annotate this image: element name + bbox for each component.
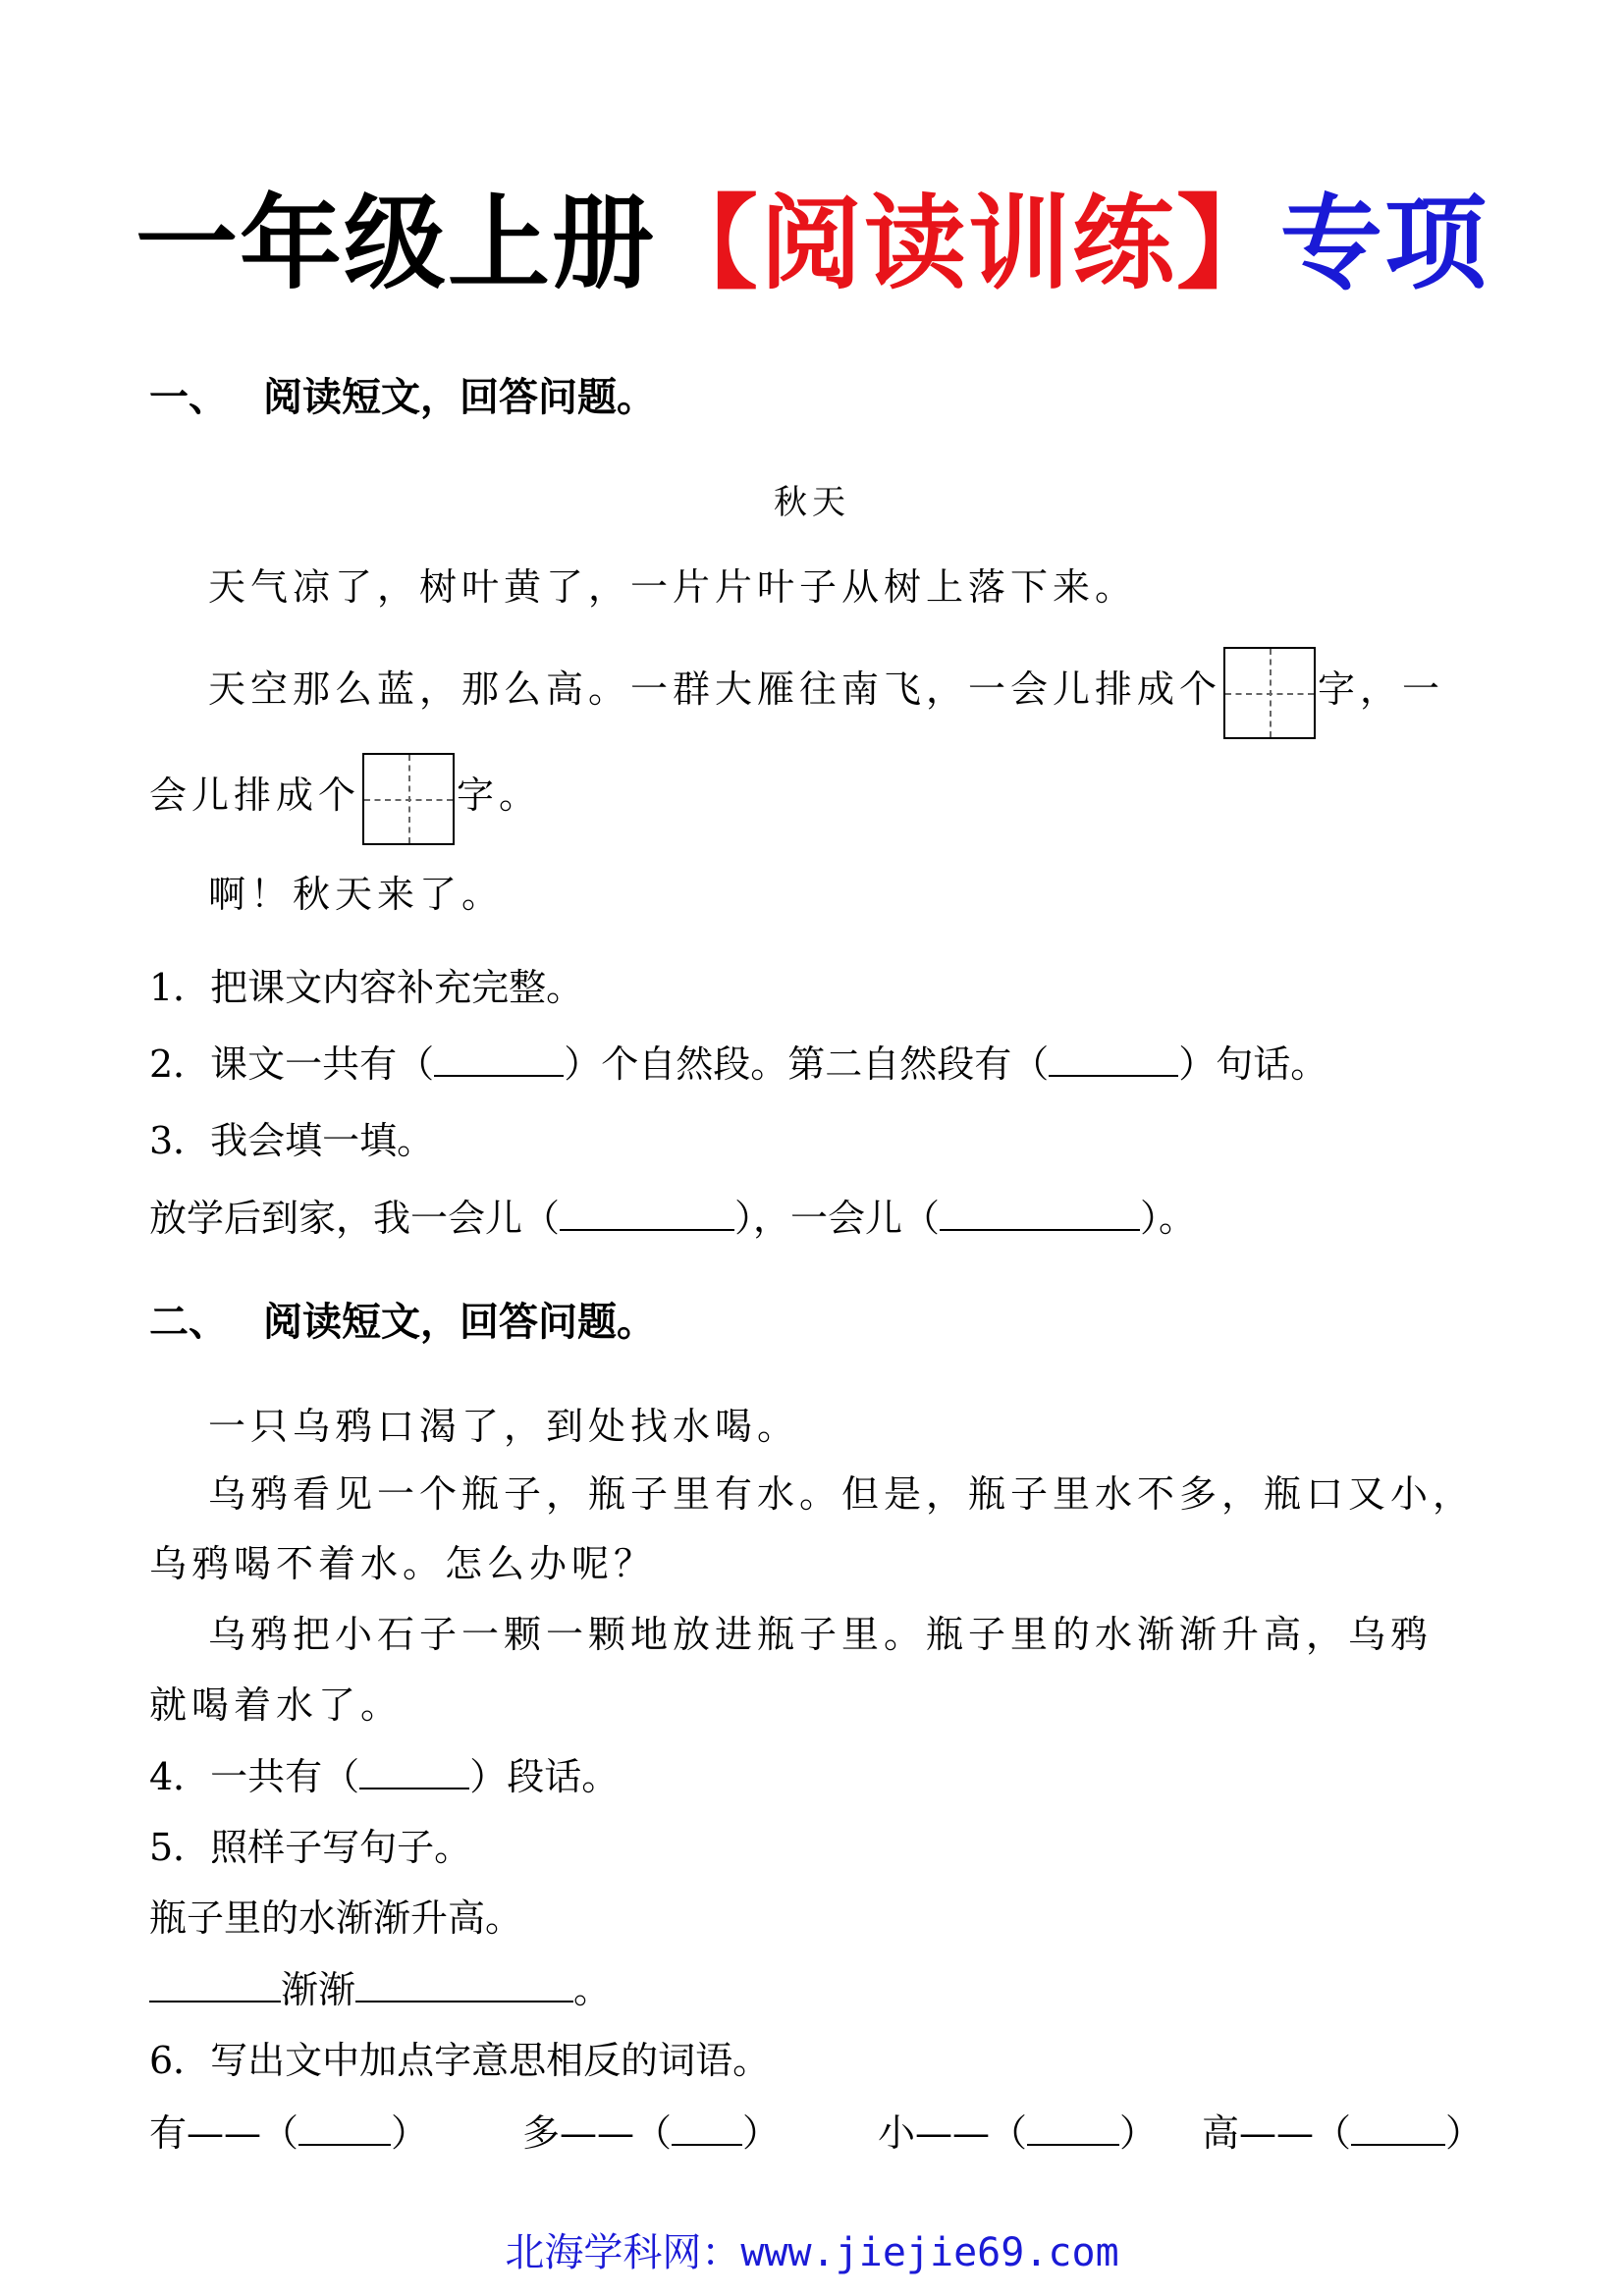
section-heading-1 — [149, 373, 656, 422]
question-3-sentence: 放学后到家，我一会儿（ ），一会儿（ ）。 — [149, 1197, 1197, 1240]
story-title: 秋天 — [774, 483, 850, 522]
footer-site-name: 北海学科网： — [505, 2230, 741, 2275]
story2-paragraph-3-line2: 就喝着水了。 — [149, 1683, 404, 1727]
story2-paragraph-3-line1: 乌鸦把小石子一颗一颗地放进瓶子里。瓶子里的水渐渐升高，乌鸦 — [208, 1613, 1434, 1656]
answer-blank[interactable] — [560, 1196, 734, 1231]
story-paragraph-3: 啊！秋天来了。 — [208, 873, 505, 916]
answer-blank[interactable] — [359, 1754, 469, 1789]
answer-blank[interactable] — [940, 1196, 1140, 1231]
story2-paragraph-2-line2: 乌鸦喝不着水。怎么办呢？ — [149, 1542, 657, 1585]
section-heading-2 — [149, 1298, 656, 1347]
tian-grid-box[interactable] — [1223, 647, 1316, 739]
story-paragraph-2-line2: 会儿排成个 字。 — [149, 749, 541, 845]
answer-blank[interactable] — [1351, 2110, 1445, 2146]
title-topic: 【阅读训练】 — [655, 184, 1280, 303]
story2-paragraph-2-line1: 乌鸦看见一个瓶子，瓶子里有水。但是，瓶子里水不多，瓶口又小， — [208, 1472, 1476, 1516]
answer-blank[interactable] — [1027, 2110, 1119, 2146]
section-number: 一、 — [149, 375, 228, 420]
tian-grid-box[interactable] — [362, 753, 455, 845]
section-title: 阅读短文，回答问题。 — [263, 375, 656, 420]
footer-watermark — [0, 2228, 1624, 2277]
section-number: 二、 — [149, 1300, 228, 1345]
question-5-example: 瓶子里的水渐渐升高。 — [149, 1896, 523, 1940]
page-title — [0, 175, 1624, 312]
antonym-item: 多——（ ） — [522, 2111, 781, 2155]
question-4: 4．一共有（ ）段话。 — [149, 1755, 620, 1798]
story2-paragraph-1: 一只乌鸦口渴了，到处找水喝。 — [208, 1405, 800, 1448]
section-title: 阅读短文，回答问题。 — [263, 1300, 656, 1345]
answer-blank[interactable] — [672, 2110, 742, 2146]
question-2: 2．课文一共有（ ）个自然段。第二自然段有（ ）句话。 — [149, 1042, 1328, 1086]
question-1: 1．把课文内容补充完整。 — [149, 966, 584, 1009]
antonym-item: 有——（ ） — [149, 2111, 429, 2155]
antonym-item: 高——（ ） — [1202, 2111, 1484, 2155]
question-6: 6．写出文中加点字意思相反的词语。 — [149, 2039, 771, 2082]
antonym-item: 小——（ ） — [878, 2111, 1158, 2155]
answer-blank[interactable] — [298, 2110, 391, 2146]
question-5-answer: 渐渐 。 — [149, 1965, 611, 2014]
question-5: 5．照样子写句子。 — [149, 1826, 472, 1869]
title-suffix: 专项 — [1280, 184, 1489, 303]
answer-blank[interactable] — [355, 1967, 573, 2002]
story-paragraph-1: 天气凉了，树叶黄了，一片片叶子从树上落下来。 — [208, 565, 1138, 609]
story-paragraph-2-line1: 天空那么蓝，那么高。一群大雁往南飞，一会儿排成个 字，一 — [208, 643, 1444, 739]
question-3: 3．我会填一填。 — [149, 1119, 435, 1162]
title-grade: 一年级上册 — [135, 184, 656, 303]
answer-blank[interactable] — [1049, 1041, 1178, 1077]
answer-blank[interactable] — [149, 1967, 281, 2002]
footer-url[interactable]: www.jiejie69.com — [740, 2230, 1119, 2275]
answer-blank[interactable] — [434, 1041, 564, 1077]
